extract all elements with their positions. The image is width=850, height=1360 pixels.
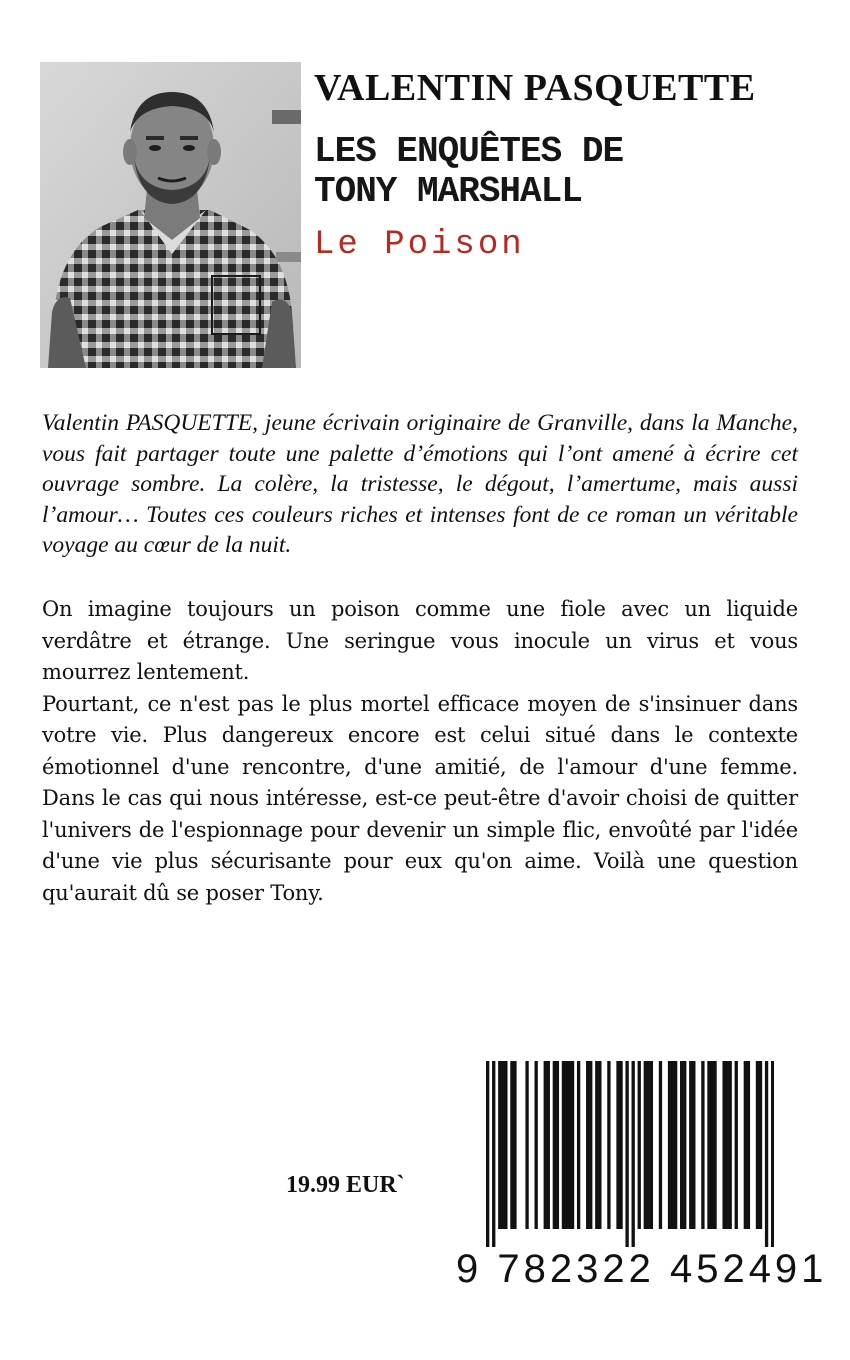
barcode-bar: [701, 1061, 704, 1229]
barcode-bar: [650, 1061, 653, 1229]
barcode-bar: [671, 1061, 674, 1229]
barcode-bar: [571, 1061, 574, 1229]
barcode-bar: [492, 1061, 495, 1247]
barcode-bar: [553, 1061, 556, 1229]
barcode-bar: [713, 1061, 716, 1229]
ean13-barcode-icon: [486, 1061, 774, 1247]
author-bio: Valentin PASQUETTE, jeune écrivain originaire de Granville, dans la Manche, vous fait partager toute une palette d’émotions qui l’ont amené à écrire cet ouvrage sombre. La colère, la tristesse, le dégout, l’amertume, mais aussi l’amour… Toutes ces couleurs riches et intenses font de ce roman un véritable voyage au cœur de la nuit.: [42, 410, 798, 558]
barcode-bar: [759, 1061, 762, 1229]
barcode-bar: [710, 1061, 713, 1229]
barcode-bar: [644, 1061, 647, 1229]
barcode-bar: [765, 1061, 768, 1247]
book-blurb: [42, 594, 798, 909]
barcode-bar: [707, 1061, 710, 1229]
barcode-bar: [735, 1061, 738, 1229]
barcode: [448, 1043, 828, 1311]
barcode-bar: [568, 1061, 571, 1229]
barcode-bar: [547, 1061, 550, 1229]
author-photo-icon: [40, 62, 301, 368]
isbn-number: 9 782322 452491: [456, 1247, 828, 1291]
series-title-line-2: TONY MARSHALL: [314, 171, 582, 212]
barcode-bar: [486, 1061, 489, 1247]
blurb-paragraph: Pourtant, ce n'est pas le plus mortel efficace moyen de s'insinuer dans votre vie. Plus dangereux encore est celui situé dans le contexte émotionnel d'une rencontre, d'une amitié, de l'amour d'une femme. Dans le cas qui nous intéresse, est-ce peut-être d'avoir choisi de quitter l'univers de l'espionnage pour devenir un simple flic, envoûté par l'idée d'une vie plus sécurisante pour eux qu'on aime. Voilà une question qu'aurait dû se poser Tony.: [42, 691, 798, 905]
barcode-bar: [598, 1061, 601, 1229]
barcode-bar: [556, 1061, 559, 1229]
barcode-bar: [616, 1061, 619, 1229]
barcode-bar: [683, 1061, 686, 1229]
barcode-bar: [638, 1061, 641, 1229]
barcode-bar: [607, 1061, 610, 1229]
barcode-bar: [689, 1061, 692, 1229]
barcode-bar: [680, 1061, 683, 1229]
author-name: VALENTIN PASQUETTE: [314, 67, 756, 109]
barcode-bar: [647, 1061, 650, 1229]
barcode-bar: [562, 1061, 565, 1229]
barcode-bar: [565, 1061, 568, 1229]
barcode-bar: [725, 1061, 728, 1229]
barcode-bar: [586, 1061, 589, 1229]
book-subtitle: Le Poison: [314, 226, 525, 264]
barcode-bar: [744, 1061, 747, 1229]
barcode-bar: [510, 1061, 513, 1229]
barcode-bar: [535, 1061, 538, 1229]
barcode-bar: [674, 1061, 677, 1229]
barcode-bar: [501, 1061, 504, 1229]
barcode-bar: [668, 1061, 671, 1229]
barcode-bar: [544, 1061, 547, 1229]
barcode-bar: [577, 1061, 580, 1229]
barcode-bar: [729, 1061, 732, 1229]
barcode-bar: [771, 1061, 774, 1247]
blurb-paragraph: On imagine toujours un poison comme une fiole avec un liquide verdâtre et étrange. Une seringue vous inocule un virus et vous mourrez lentement.: [42, 597, 798, 684]
barcode-bar: [589, 1061, 592, 1229]
barcode-bar: [619, 1061, 622, 1229]
barcode-bar: [756, 1061, 759, 1229]
barcode-bar: [595, 1061, 598, 1229]
series-title-line-1: LES ENQUÊTES DE: [314, 131, 624, 172]
barcode-bar: [659, 1061, 662, 1229]
price-label: 19.99 EUR`: [286, 1172, 405, 1198]
barcode-bar: [692, 1061, 695, 1229]
barcode-bar: [504, 1061, 507, 1229]
barcode-bar: [632, 1061, 635, 1247]
barcode-bar: [513, 1061, 516, 1229]
barcode-bar: [498, 1061, 501, 1229]
barcode-bar: [525, 1061, 528, 1229]
barcode-bar: [722, 1061, 725, 1229]
barcode-bar: [625, 1061, 628, 1247]
series-title: [314, 132, 834, 212]
barcode-bar: [747, 1061, 750, 1229]
author-photo: [40, 62, 301, 368]
